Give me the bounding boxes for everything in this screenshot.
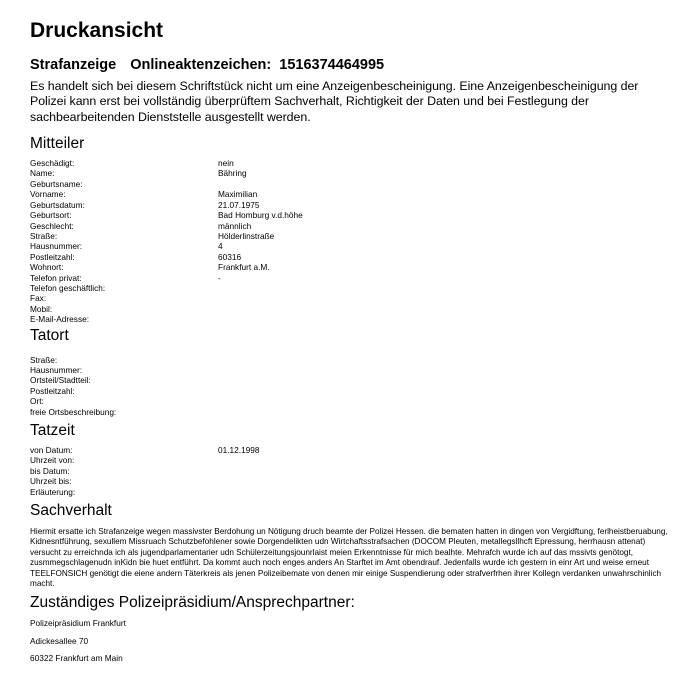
section-heading-police: Zuständiges Polizeipräsidium/Ansprechpartner:: [30, 594, 355, 612]
section-police-contact: [30, 594, 668, 663]
field-value: 21.07.1975: [218, 199, 260, 210]
field-value: Bähring: [218, 168, 247, 179]
field-value: Hölderlinstraße: [218, 230, 275, 241]
field-row: [30, 283, 668, 293]
section-mitteiler: [30, 135, 668, 325]
field-row: [30, 365, 668, 375]
field-label: Geburtsdatum:: [30, 199, 85, 210]
field-value: [218, 386, 668, 396]
field-row: [30, 231, 668, 241]
field-label: Hausnummer:: [30, 364, 83, 375]
field-row: [30, 168, 668, 178]
field-row: [30, 487, 668, 497]
field-value: [218, 365, 668, 375]
police-address-line: 60322 Frankfurt am Main: [30, 653, 123, 664]
field-row: [30, 476, 668, 486]
field-row: [30, 455, 668, 465]
field-label: Straße:: [30, 354, 58, 365]
field-row: [30, 210, 668, 220]
field-label: Wohnort:: [30, 262, 64, 273]
field-row: [30, 200, 668, 210]
section-sachverhalt: [30, 502, 668, 589]
page-title: Druckansicht: [30, 19, 164, 42]
field-label: Uhrzeit von:: [30, 455, 75, 466]
field-value: männlich: [218, 220, 252, 231]
field-label: bis Datum:: [30, 465, 70, 476]
tatort-fields: [30, 355, 668, 417]
section-heading-tatort: Tatort: [30, 326, 69, 344]
field-row: [30, 189, 668, 199]
field-value: [218, 293, 668, 303]
report-header-line: [30, 57, 668, 74]
field-label: Name:: [30, 168, 55, 179]
police-address-line: Adickesallee 70: [30, 635, 89, 646]
field-value: [218, 179, 668, 189]
field-value: 01.12.1998: [218, 445, 260, 456]
field-value: [218, 283, 668, 293]
field-label: Geschädigt:: [30, 158, 75, 169]
case-number-label: Onlineaktenzeichen:: [130, 57, 272, 74]
field-label: Postleitzahl:: [30, 385, 75, 396]
field-value: [218, 355, 668, 365]
field-label: Hausnummer:: [30, 241, 83, 252]
field-label: Uhrzeit bis:: [30, 476, 72, 487]
field-value: [218, 476, 668, 486]
field-label: Vorname:: [30, 189, 66, 200]
field-value: Frankfurt a.M.: [218, 262, 270, 273]
section-tatzeit: [30, 422, 668, 497]
field-label: Ortsteil/Stadtteil:: [30, 375, 91, 386]
disclaimer-text: Es handelt sich bei diesem Schriftstück nicht um eine Anzeigenbescheinigung. Eine Anzeigenbescheinigung der Polizei kann erst bei vollständig überprüftem Sachverhalt, Richtigkeit der Daten und bei Festlegung der sachbearbeitenden Dienststelle ausgestellt werden.: [30, 78, 639, 124]
field-row: [30, 262, 668, 272]
field-label: freie Ortsbeschreibung:: [30, 406, 117, 417]
field-row: [30, 252, 668, 262]
field-label: Geburtsort:: [30, 210, 72, 221]
field-row: [30, 407, 668, 417]
field-value: 60316: [218, 251, 242, 262]
field-label: Geburtsname:: [30, 178, 83, 189]
field-label: Geschlecht:: [30, 220, 74, 231]
field-value: [218, 466, 668, 476]
field-row: [30, 241, 668, 251]
tatzeit-fields: [30, 445, 668, 497]
field-row: [30, 386, 668, 396]
facts-text: Hiermit ersatte ich Strafanzeige wegen massivster Berdohung un Nötigung druch beamte der Polizei Hessen. die bematen hatten in dingen von Vergidftung, ferlheistberuabung, Kidnesntführung, sexullem Missruach Schutzbefohlener sowie Dorgendelikten udn Wirtchaftsstrafsachen (DOCOM Pleuten, metallegsllhcft Epressung, herrhausn attenat) versucht zu erreichnda ich als jugendparlamentarier udn Schülerzeitungsjounrlaist meien Erkenntnisse für mich bealhte. Mehrafch wurde ich auf das mssivts genötogt, zusmmegschlagenudn inKidn bie huet entführt. Da kommt auch noch enges anders An Starftet im Amt obendrauf. Jedenfalls wurde ich gestern in einr Art und weise erneut TEELFONSICH genötigt die eiene andern Täterkreis als jenen Polizeibemate von denen mir einige Suspendierung oder strafverfrhen ihrer Kollegn verdanken unwahrschinlich macht.: [30, 527, 668, 589]
field-label: Erläuterung:: [30, 486, 76, 497]
field-value: [218, 396, 668, 406]
field-value: Maximilian: [218, 189, 258, 200]
field-row: [30, 221, 668, 231]
field-value: [218, 455, 668, 465]
field-label: Telefon geschäftlich:: [30, 282, 106, 293]
field-row: [30, 304, 668, 314]
field-label: Straße:: [30, 230, 58, 241]
field-value: [218, 407, 668, 417]
field-value: [218, 314, 668, 324]
field-value: -: [218, 272, 221, 283]
section-heading-mitteiler: Mitteiler: [30, 135, 85, 153]
field-value: [218, 375, 668, 385]
field-value: nein: [218, 158, 234, 169]
field-value: Bad Homburg v.d.höhe: [218, 210, 303, 221]
field-row: [30, 466, 668, 476]
field-label: E-Mail-Adresse:: [30, 314, 90, 325]
field-value: 4: [218, 241, 223, 252]
field-row: [30, 314, 668, 324]
field-label: von Datum:: [30, 445, 73, 456]
report-type: Strafanzeige: [30, 57, 117, 74]
field-row: [30, 293, 668, 303]
field-label: Fax:: [30, 293, 47, 304]
section-heading-sachverhalt: Sachverhalt: [30, 502, 112, 520]
field-row: [30, 179, 668, 189]
field-row: [30, 158, 668, 168]
mitteiler-fields: [30, 158, 668, 325]
field-row: [30, 445, 668, 455]
field-row: [30, 375, 668, 385]
section-heading-tatzeit: Tatzeit: [30, 422, 75, 440]
field-row: [30, 355, 668, 365]
field-label: Postleitzahl:: [30, 251, 75, 262]
field-row: [30, 396, 668, 406]
field-label: Mobil:: [30, 303, 53, 314]
field-value: [218, 304, 668, 314]
field-label: Telefon privat:: [30, 272, 82, 283]
case-number: 1516374464995: [279, 57, 385, 74]
police-address-line: Polizeipräsidium Frankfurt: [30, 618, 126, 629]
field-row: [30, 273, 668, 283]
section-tatort: [30, 327, 668, 417]
field-label: Ort:: [30, 396, 44, 407]
field-value: [218, 487, 668, 497]
police-address: [30, 618, 668, 663]
